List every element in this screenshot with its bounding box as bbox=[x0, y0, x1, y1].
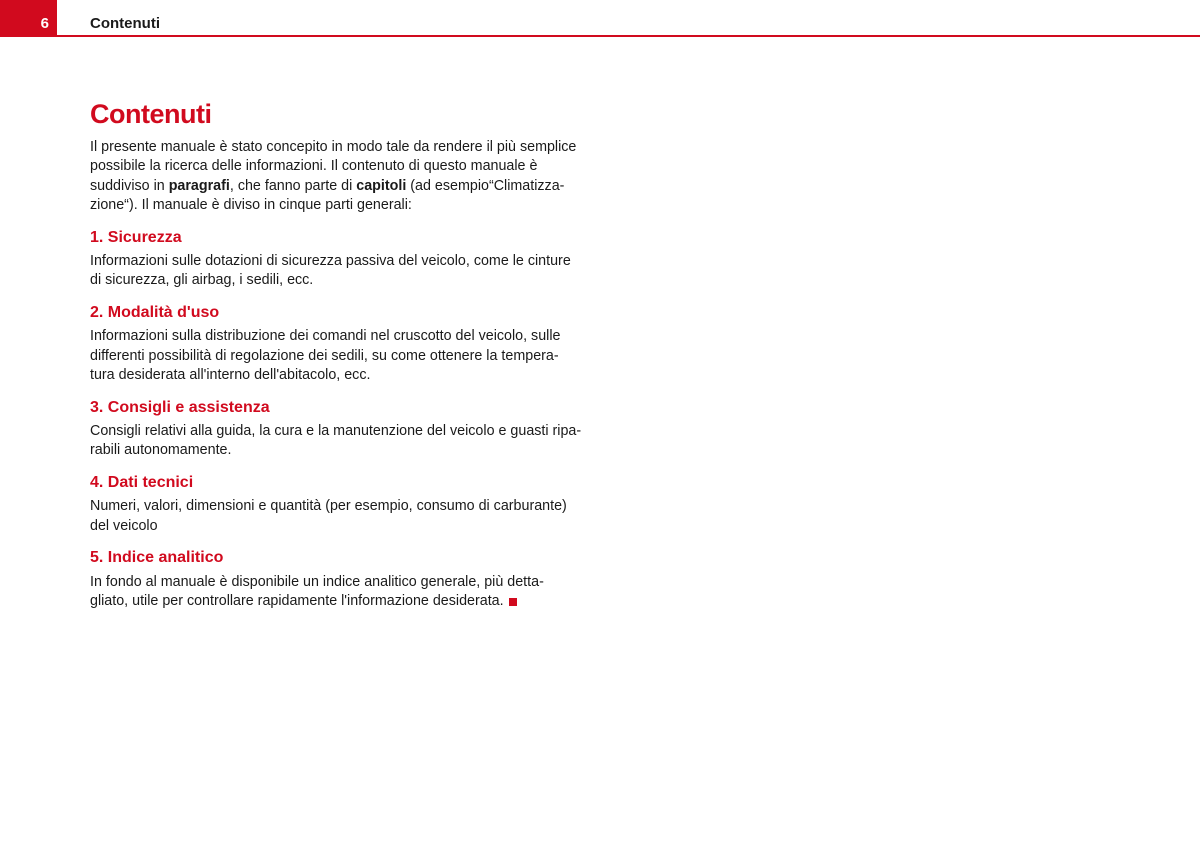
bold-term: paragrafi bbox=[168, 177, 230, 194]
section-body bbox=[90, 252, 630, 291]
section-sicurezza bbox=[90, 228, 630, 291]
section-heading: 1. Sicurezza bbox=[90, 228, 182, 246]
section-body bbox=[90, 497, 630, 536]
content-column bbox=[90, 97, 630, 611]
section-body bbox=[90, 573, 630, 612]
section-consigli-assistenza bbox=[90, 398, 630, 461]
section-body bbox=[90, 422, 630, 461]
section-body-line: Informazioni sulle dotazioni di sicurezza passiva del veicolo, come le cinture bbox=[90, 253, 571, 270]
section-body-line: del veicolo bbox=[90, 517, 158, 534]
section-heading: 2. Modalità d'uso bbox=[90, 303, 220, 321]
intro-text: , che fanno parte di bbox=[229, 177, 357, 194]
section-body-line: In fondo al manuale è disponibile un indice analitico generale, più detta- bbox=[90, 573, 544, 590]
intro-text: suddiviso in bbox=[90, 177, 169, 194]
section-body-line: di sicurezza, gli airbag, i sedili, ecc. bbox=[90, 272, 314, 289]
running-header-title: Contenuti bbox=[90, 15, 160, 32]
section-body-line bbox=[90, 592, 630, 611]
intro-line: Il presente manuale è stato concepito in modo tale da rendere il più semplice bbox=[90, 139, 577, 155]
section-body bbox=[90, 327, 630, 385]
section-body-line: Numeri, valori, dimensioni e quantità (per esempio, consumo di carburante) bbox=[90, 498, 567, 515]
intro-paragraph bbox=[90, 138, 630, 216]
section-body-line: rabili autonomamente. bbox=[90, 442, 232, 459]
intro-line bbox=[90, 177, 630, 196]
section-heading: 4. Dati tecnici bbox=[90, 473, 194, 491]
section-body-line: tura desiderata all'interno dell'abitacolo, ecc. bbox=[90, 367, 371, 384]
section-heading: 5. Indice analitico bbox=[90, 549, 224, 567]
page-title: Contenuti bbox=[90, 99, 212, 129]
section-indice-analitico bbox=[90, 548, 630, 611]
page-number-badge bbox=[0, 0, 57, 37]
header-rule bbox=[57, 35, 1200, 37]
section-body-line: Informazioni sulla distribuzione dei comandi nel cruscotto del veicolo, sulle bbox=[90, 328, 561, 345]
section-modalita-uso bbox=[90, 303, 630, 386]
intro-line: zione“). Il manuale è diviso in cinque parti generali: bbox=[90, 197, 412, 214]
section-heading: 3. Consigli e assistenza bbox=[90, 398, 270, 416]
line-text: gliato, utile per controllare rapidamente l'informazione desiderata. bbox=[90, 592, 504, 609]
section-body-line: differenti possibilità di regolazione dei sedili, su come ottenere la tempera- bbox=[90, 347, 559, 364]
end-of-text-square-icon bbox=[509, 598, 517, 606]
section-dati-tecnici bbox=[90, 473, 630, 536]
bold-term: capitoli bbox=[356, 177, 407, 194]
page-number: 6 bbox=[40, 15, 49, 32]
section-body-line: Consigli relativi alla guida, la cura e la manutenzione del veicolo e guasti ripa- bbox=[90, 423, 582, 440]
intro-line: possibile la ricerca delle informazioni. Il contenuto di questo manuale è bbox=[90, 158, 538, 175]
intro-text: (ad esempio“Climatizza- bbox=[406, 177, 565, 194]
